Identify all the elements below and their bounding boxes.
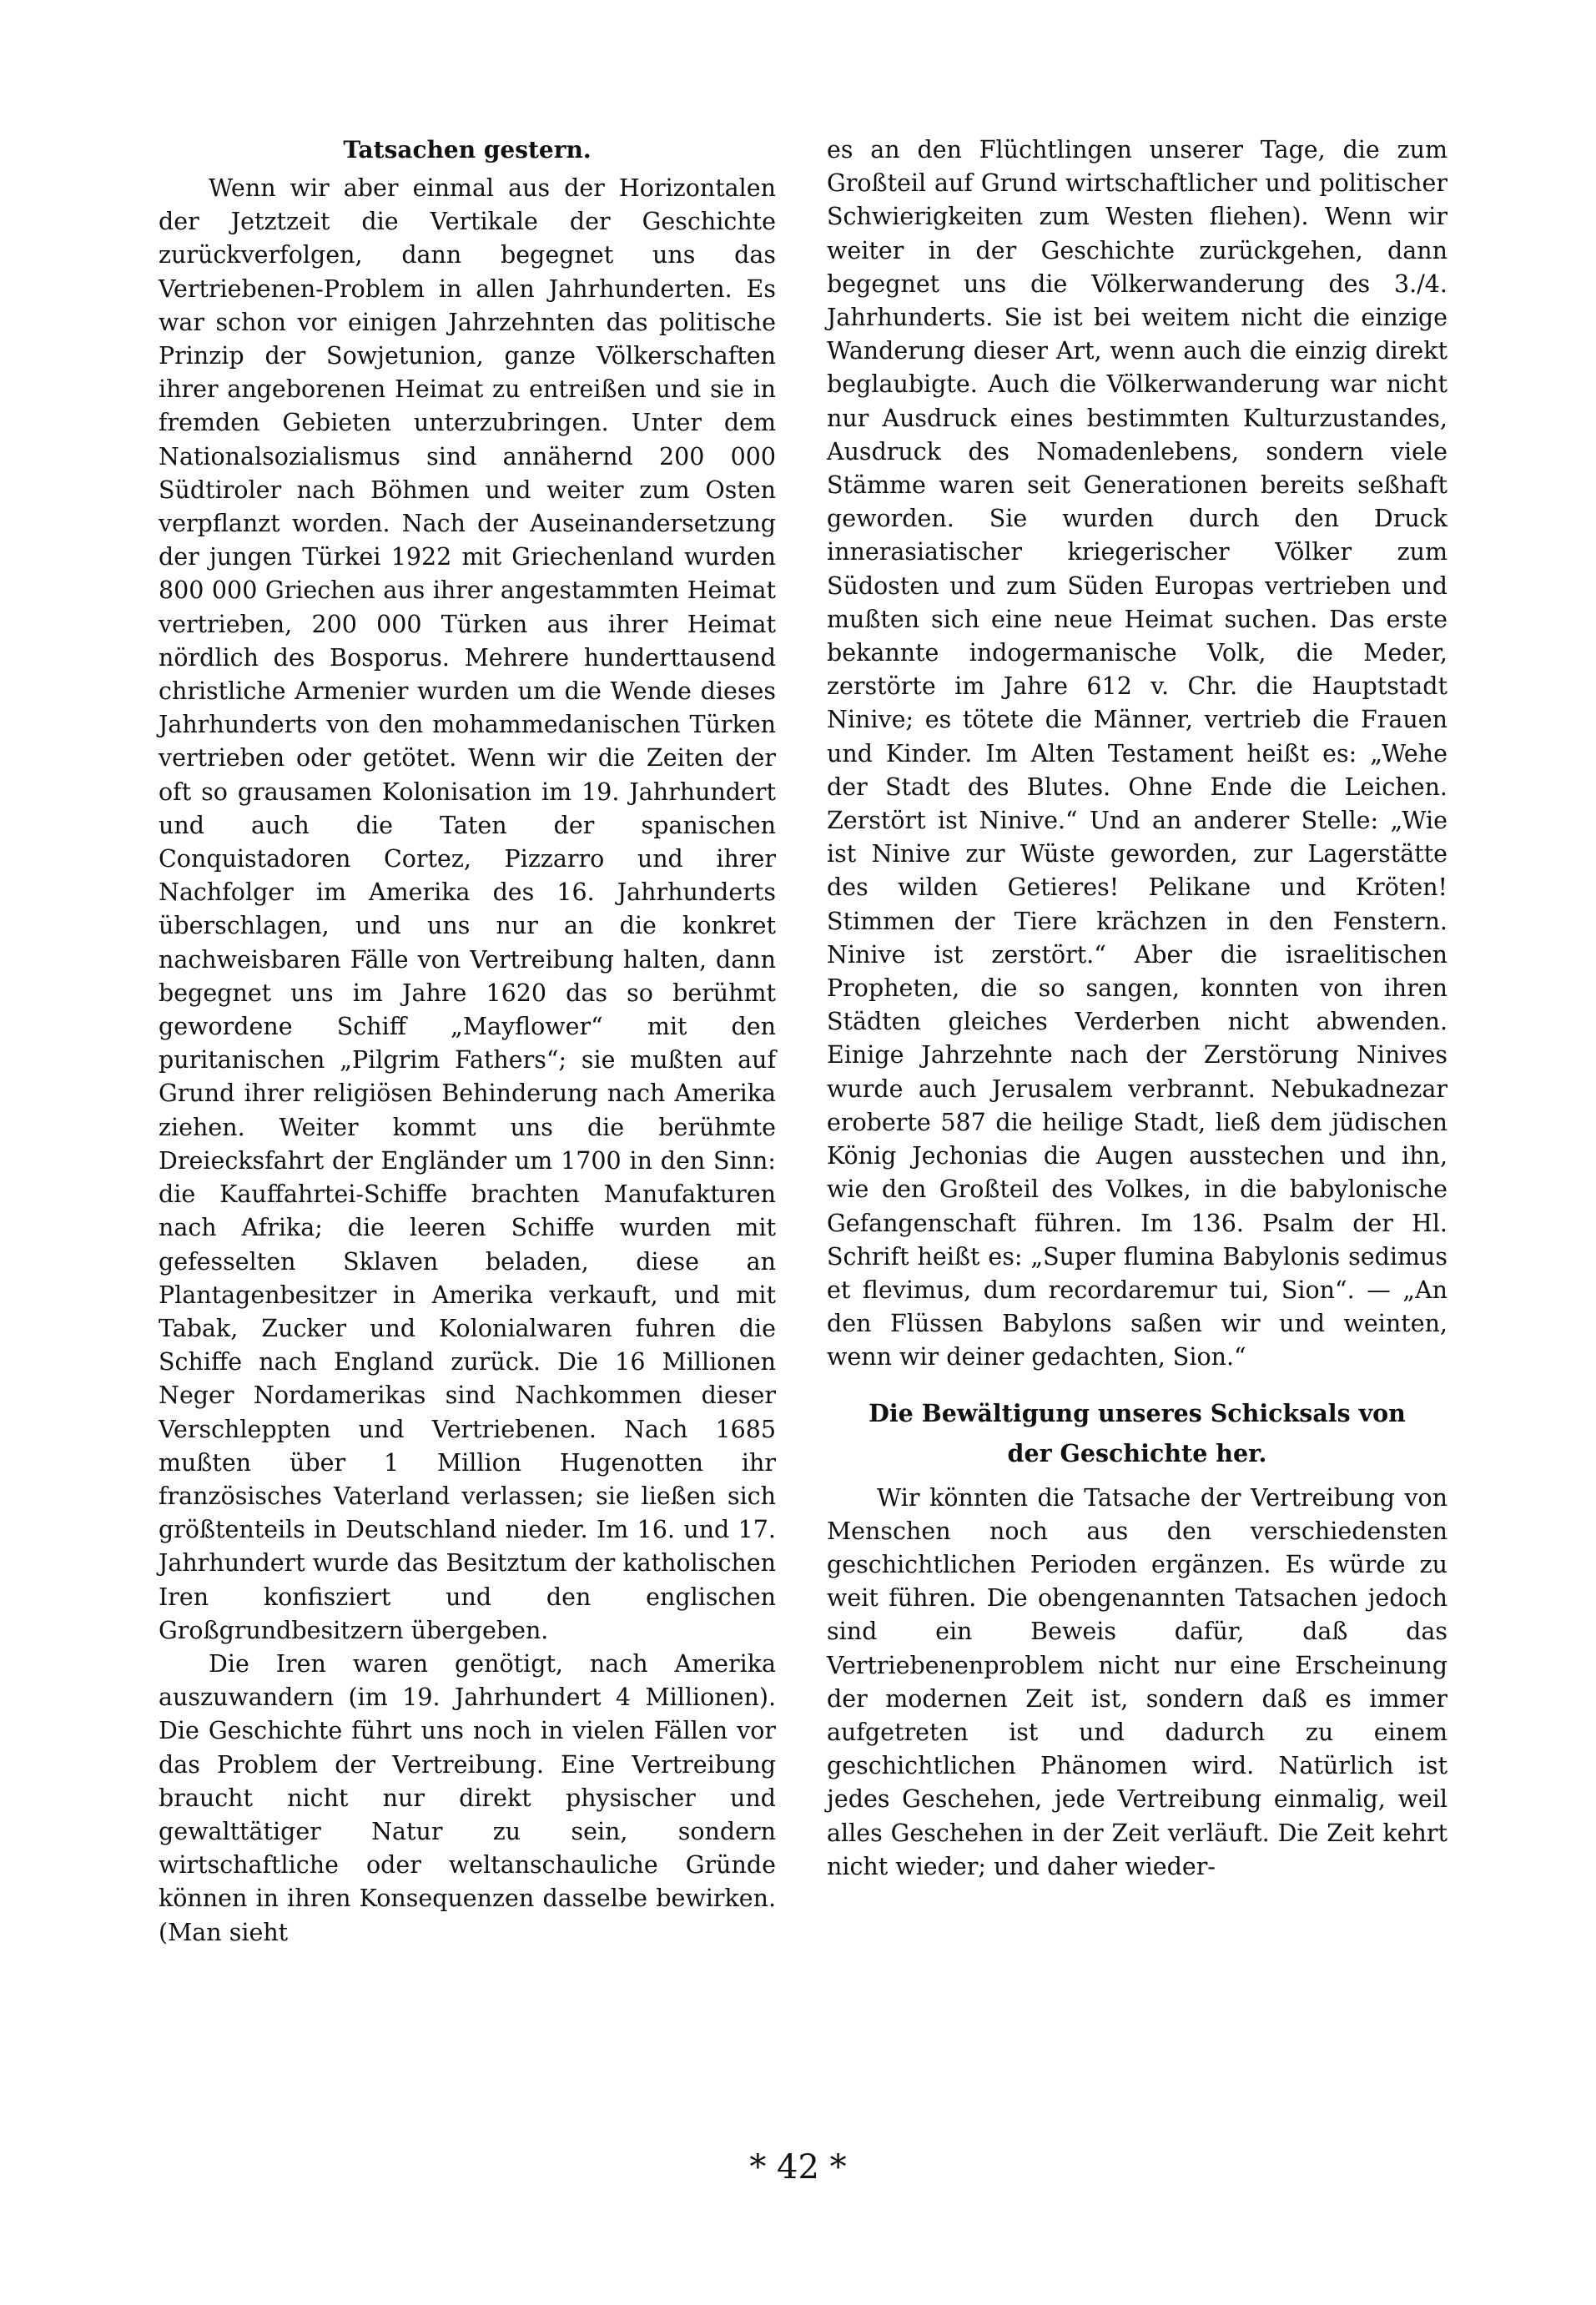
paragraph-continued: es an den Flüchtlingen unserer Tage, die zum Großteil auf Grund wirtschaftlicher und politischer Schwierigkeiten zum Westen fliehen). Wenn wir weiter in der Geschichte zurückgehen, dann begegnet uns die Völkerwanderung des 3./4. Jahrhunderts. Sie ist bei weitem nicht die einzige Wanderung dieser Art, wenn auch die einzig direkt beglaubigte. Auch die Völkerwanderung war nicht nur Ausdruck eines bestimmten Kulturzustandes, Ausdruck des Nomadenlebens, sondern viele Stämme waren seit Generationen bereits seßhaft geworden. Sie wurden durch den Druck innerasiatischer kriegerischer Völker zum Südosten und zum Süden Europas vertrieben und mußten sich eine neue Heimat suchen. Das erste bekannte indogermanische Volk, die Meder, zerstörte im Jahre 612 v. Chr. die Hauptstadt Ninive; es tötete die Männer, vertrieb die Frauen und Kinder. Im Alten Testament heißt es: „Wehe der Stadt des Blutes. Ohne Ende die Leichen. Zerstört ist Ninive.“ Und an anderer Stelle: „Wie ist Ninive zur Wüste geworden, zur Lagerstätte des wilden Getieres! Pelikane und Kröten! Stimmen der Tiere krächzen in den Fenstern. Ninive ist zerstört.“ Aber die israelitischen Propheten, die so sangen, konnten von ihren Städten gleiches Verderben nicht abwenden. Einige Jahrzehnte nach der Zerstörung Ninives wurde auch Jerusalem verbrannt. Nebukadnezar eroberte 587 die heilige Stadt, ließ dem jüdischen König Jechonias die Augen ausstechen und ihn, wie den Großteil des Volkes, in die babylonische Gefangenschaft führen. Im 136. Psalm der Hl. Schrift heißt es: „Super flumina Babylonis sedimus et flevimus, dum recordaremur tui, Sion“. — „An den Flüssen Babylons saßen wir und weinten, wenn wir deiner gedachten, Sion.“ (827, 136, 1447, 1371)
paragraph-2: Die Iren waren genötigt, nach Amerika auszuwandern (im 19. Jahrhundert 4 Millionen). Die Geschichte führt uns noch in vielen Fällen vor das Problem der Vertreibung. Eine Vertreibung braucht nicht nur direkt physischer und gewalttätiger Natur zu sein, sondern wirtschaftliche oder weltanschauliche Gründe können in ihren Konsequenzen dasselbe bewirken. (Man sieht (159, 1649, 776, 1946)
page-number: * 42 * (749, 2148, 847, 2187)
section-heading-bewaeltigung (827, 1393, 1447, 1473)
left-column (159, 133, 776, 1950)
section-heading-tatsachen: Tatsachen gestern. (343, 136, 592, 164)
section-heading-line-2: der Geschichte her. (1007, 1438, 1267, 1467)
paragraph-after-heading: Wir könnten die Tatsache der Vertreibung von Menschen noch aus den verschiedensten geschichtlichen Perioden ergänzen. Es würde zu weit führen. Die obengenannten Tatsachen jedoch sind ein Beweis dafür, daß das Vertriebenenproblem nicht nur eine Erscheinung der modernen Zeit ist, sondern daß es immer aufgetreten ist und dadurch zu einem geschichtlichen Phänomen wird. Natürlich ist jedes Geschehen, jede Vertreibung einmalig, weil alles Geschehen in der Zeit verläuft. Die Zeit kehrt nicht wieder; und daher wieder- (827, 1483, 1447, 1880)
section-heading-line-1: Die Bewältigung unseres Schicksals von (868, 1398, 1406, 1427)
right-column (827, 133, 1447, 1884)
paragraph-1: Wenn wir aber einmal aus der Horizontalen der Jetztzeit die Vertikale der Geschichte zurückverfolgen, dann begegnet uns das Vertriebenen-Problem in allen Jahrhunderten. Es war schon vor einigen Jahrzehnten das politische Prinzip der Sowjetunion, ganze Völkerschaften ihrer angeborenen Heimat zu entreißen und sie in fremden Gebieten unterzubringen. Unter dem Nationalsozialismus sind annähernd 200 000 Südtiroler nach Böhmen und weiter zum Osten verpflanzt worden. Nach der Auseinandersetzung der jungen Türkei 1922 mit Griechenland wurden 800 000 Griechen aus ihrer angestammten Heimat vertrieben, 200 000 Türken aus ihrer Heimat nördlich des Bosporus. Mehrere hunderttausend christliche Armenier wurden um die Wende dieses Jahrhunderts von den mohammedanischen Türken vertrieben oder getötet. Wenn wir die Zeiten der oft so grausamen Kolonisation im 19. Jahrhundert und auch die Taten der spanischen Conquistadoren Cortez, Pizzarro und ihrer Nachfolger im Amerika des 16. Jahrhunderts überschlagen, und uns nur an die konkret nachweisbaren Fälle von Vertreibung halten, dann begegnet uns im Jahre 1620 das so berühmt gewordene Schiff „Mayflower“ mit den puritanischen „Pilgrim Fathers“; sie mußten auf Grund ihrer religiösen Behinderung nach Amerika ziehen. Weiter kommt uns die berühmte Dreiecksfahrt der Engländer um 1700 in den Sinn: die Kauffahrtei-Schiffe brachten Manufakturen nach Afrika; die leeren Schiffe wurden mit gefesselten Sklaven beladen, diese an Plantagenbesitzer in Amerika verkauft, und mit Tabak, Zucker und Kolonialwaren fuhren die Schiffe nach England zurück. Die 16 Millionen Neger Nordamerikas sind Nachkommen dieser Verschleppten und Vertriebenen. Nach 1685 mußten über 1 Million Hugenotten ihr französisches Vaterland verlassen; sie ließen sich größtenteils in Deutschland nieder. Im 16. und 17. Jahrhundert wurde das Besitztum der katholischen Iren konfisziert und den englischen Großgrundbesitzern übergeben. (159, 174, 776, 1644)
